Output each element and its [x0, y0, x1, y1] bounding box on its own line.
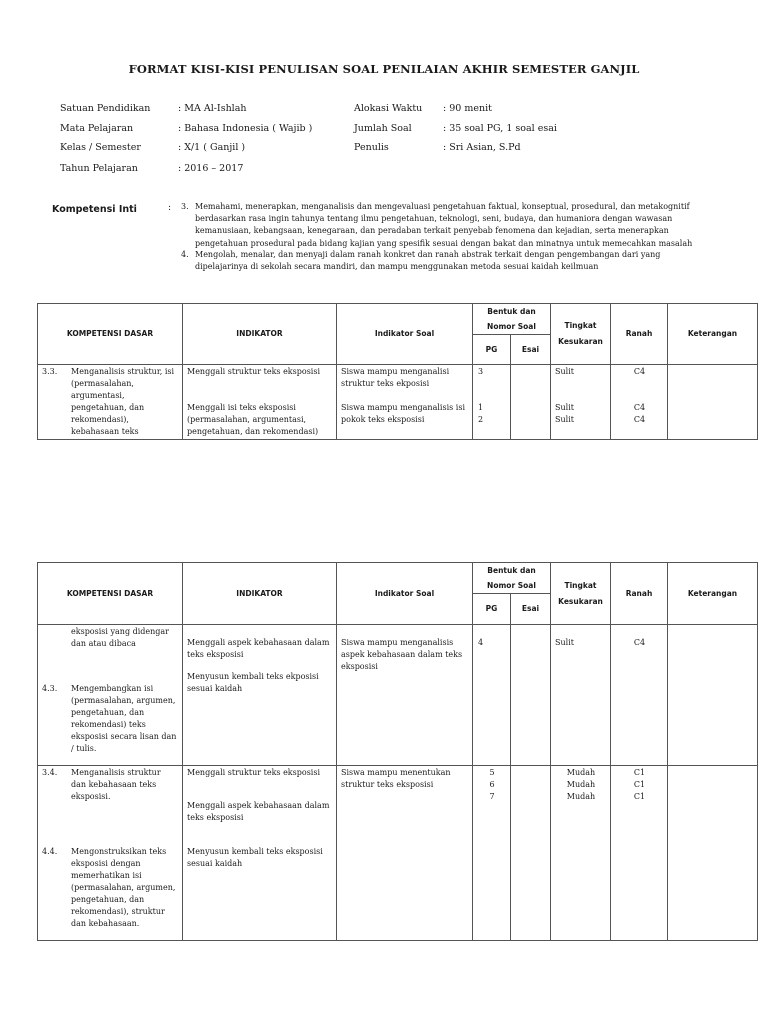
kd-line: Menganalisis struktur	[71, 768, 161, 777]
ki-line: kemanusiaan, kebangsaan, kenegaraan, dan peradaban terkait penyebab fenomena dan kejadian, serta menerapkan	[195, 226, 669, 236]
header-indikator: INDIKATOR	[183, 304, 337, 365]
kisi-table-2	[37, 562, 758, 941]
indikator-item	[187, 800, 329, 824]
info-label-satuan: Satuan Pendidikan	[60, 103, 151, 114]
pg-cell	[473, 365, 511, 440]
kd-line: Mengonstruksikan teks	[71, 847, 167, 856]
kd-line: memerhatikan isi	[71, 871, 142, 880]
header-tingkat-kesukaran	[551, 563, 611, 625]
ki-number: 3.	[181, 202, 189, 211]
header-bentuk-line: Bentuk dan	[487, 565, 536, 575]
kd-line: kebahasaan teks	[71, 427, 139, 436]
kd-line: argumentasi,	[71, 391, 125, 400]
kd-number: 3.4.	[42, 768, 58, 777]
indikator-soal-line: aspek kebahasaan dalam teks	[341, 650, 463, 659]
indikator-cell	[183, 625, 337, 766]
indikator-soal-line: pokok teks eksposisi	[341, 415, 425, 424]
tingkat-value: Sulit	[555, 403, 574, 412]
info-label-tahun: Tahun Pelajaran	[60, 163, 138, 174]
header-indikator: INDIKATOR	[183, 563, 337, 625]
pg-number: 1	[478, 403, 484, 412]
info-label-kelas: Kelas / Semester	[60, 142, 141, 153]
esai-cell	[511, 365, 551, 440]
tingkat-value: Sulit	[555, 367, 574, 376]
kompetensi-inti-label: Kompetensi Inti	[52, 204, 137, 215]
header-ranah: Ranah	[611, 304, 668, 365]
indikator-soal-cell	[337, 625, 473, 766]
info-label-mapel: Mata Pelajaran	[60, 123, 134, 134]
indikator-line: (permasalahan, argumentasi,	[187, 415, 307, 424]
kd-line: (permasalahan,	[71, 379, 134, 388]
header-kesukaran-line: Kesukaran	[558, 337, 603, 346]
header-bentuk-line: Bentuk dan	[487, 306, 536, 316]
kd-number: 4.4.	[42, 847, 58, 856]
pg-number: 5	[489, 768, 495, 777]
kd-line: Menganalisis struktur, isi	[71, 367, 175, 376]
kd-line: eksposisi yang didengar	[71, 627, 170, 636]
header-ranah: Ranah	[611, 563, 668, 625]
ranah-value: C4	[633, 638, 646, 647]
ki-line: berdasarkan rasa ingin tahunya tentang ilmu pengetahuan, teknologi, seni, budaya, dan humaniora dengan wawasan	[195, 214, 673, 224]
info-value-penulis: : Sri Asian, S.Pd	[443, 142, 521, 153]
indikator-soal-line: eksposisi	[341, 662, 378, 671]
pg-number: 2	[478, 415, 484, 424]
indikator-line: teks eksposisi	[187, 813, 244, 822]
info-value-satuan: : MA Al-Ishlah	[178, 103, 247, 114]
kd-cell	[38, 766, 183, 941]
kd-text	[71, 767, 183, 803]
ki-number: 4.	[181, 250, 189, 259]
header-esai: Esai	[511, 594, 551, 625]
tingkat-cell	[551, 365, 611, 440]
indikator-soal-cell	[337, 365, 473, 440]
indikator-cell	[183, 766, 337, 941]
keterangan-cell	[668, 625, 758, 766]
indikator-soal-item	[341, 402, 465, 426]
pg-number: 3	[478, 367, 484, 376]
indikator-cell	[183, 365, 337, 440]
indikator-soal-line: struktur teks eksposisi	[341, 780, 434, 789]
indikator-line: Menyusun kembali teks eksposisi	[187, 847, 323, 856]
ranah-cell	[611, 766, 668, 941]
indikator-line: Menggali aspek kebahasaan dalam	[187, 638, 330, 647]
tingkat-cell	[551, 766, 611, 941]
indikator-line: Menggali isi teks eksposisi	[187, 403, 296, 412]
indikator-soal-line: Siswa mampu menentukan	[341, 768, 451, 777]
indikator-soal-item	[341, 366, 449, 390]
header-bentuk-nomor	[473, 563, 551, 594]
kd-line: rekomendasi) teks	[71, 720, 146, 729]
header-keterangan: Keterangan	[668, 563, 758, 625]
header-esai: Esai	[511, 335, 551, 365]
ranah-value: C4	[633, 367, 646, 376]
indikator-item: Menggali struktur teks eksposisi	[187, 768, 321, 777]
kd-line: Mengembangkan isi	[71, 684, 154, 693]
tingkat-cell	[551, 625, 611, 766]
indikator-line: pengetahuan, dan rekomendasi)	[187, 427, 319, 436]
pg-number: 7	[489, 792, 495, 801]
pg-cell	[473, 766, 511, 941]
info-label-alokasi: Alokasi Waktu	[354, 103, 423, 114]
keterangan-cell	[668, 365, 758, 440]
kd-line: / tulis.	[71, 744, 97, 753]
kompetensi-inti-colon: :	[168, 203, 172, 213]
indikator-soal-line: Siswa mampu menganalisis	[341, 638, 454, 647]
header-bentuk-nomor	[473, 304, 551, 335]
header-kesukaran-line: Kesukaran	[558, 596, 603, 606]
kd-line: rekomendasi), struktur	[71, 907, 165, 916]
indikator-item: Menggali struktur teks eksposisi	[187, 367, 321, 376]
ranah-value: C4	[633, 415, 646, 424]
indikator-line: sesuai kaidah	[187, 859, 243, 868]
esai-cell	[511, 625, 551, 766]
indikator-line: Menggali aspek kebahasaan dalam	[187, 801, 330, 810]
info-label-penulis: Penulis	[354, 142, 389, 153]
kd-line: pengetahuan, dan	[71, 708, 145, 717]
info-label-jumlah: Jumlah Soal	[354, 123, 412, 134]
kd-line: eksposisi secara lisan dan	[71, 732, 177, 741]
ranah-value: C1	[633, 792, 646, 801]
ranah-cell	[611, 365, 668, 440]
ki-line: Memahami, menerapkan, menganalisis dan mengevaluasi pengetahuan faktual, konseptual, prosedural, dan metakognitif	[195, 202, 690, 211]
kd-line: dan atau dibaca	[71, 639, 136, 648]
indikator-soal-line: Siswa mampu menganalisi	[341, 367, 450, 376]
ki-line: Mengolah, menalar, dan menyaji dalam ranah konkret dan ranah abstrak terkait dengan pengembangan dari yang	[195, 250, 661, 259]
kd-line: (permasalahan, argumen,	[71, 883, 176, 892]
header-pg: PG	[473, 594, 511, 625]
indikator-soal-item	[341, 767, 451, 791]
ranah-value: C4	[633, 403, 646, 412]
kd-line: pengetahuan, dan	[71, 403, 145, 412]
kd-number: 3.3.	[42, 367, 58, 376]
indikator-soal-line: struktur teks ekposisi	[341, 379, 430, 388]
ranah-value: C1	[633, 780, 646, 789]
ki-text	[195, 249, 693, 273]
ki-item-3	[181, 201, 701, 251]
indikator-soal-item	[341, 637, 462, 673]
header-nomor-line: Nomor Soal	[487, 580, 536, 590]
info-value-tahun: : 2016 – 2017	[178, 163, 244, 174]
kd-number: 4.3.	[42, 684, 58, 693]
header-kompetensi-dasar: KOMPETENSI DASAR	[38, 304, 183, 365]
tingkat-value: Sulit	[555, 638, 574, 647]
header-kompetensi-dasar: KOMPETENSI DASAR	[38, 563, 183, 625]
indikator-line: sesuai kaidah	[187, 684, 243, 693]
header-tingkat-kesukaran	[551, 304, 611, 365]
header-nomor-line: Nomor Soal	[487, 321, 536, 331]
header-keterangan: Keterangan	[668, 304, 758, 365]
header-indikator-soal: Indikator Soal	[337, 304, 473, 365]
kisi-table-1	[37, 303, 758, 440]
indikator-line: Menyusun kembali teks ekposisi	[187, 672, 319, 681]
ki-line: dipelajarinya di sekolah secara mandiri, dan mampu menggunakan metoda sesuai kaidah keilmuan	[195, 262, 599, 272]
indikator-soal-cell	[337, 766, 473, 941]
esai-cell	[511, 766, 551, 941]
kd-text	[71, 846, 183, 930]
indikator-item	[187, 846, 323, 870]
keterangan-cell	[668, 766, 758, 941]
header-pg: PG	[473, 335, 511, 365]
header-indikator-soal: Indikator Soal	[337, 563, 473, 625]
pg-cell	[473, 625, 511, 766]
info-value-kelas: : X/1 ( Ganjil )	[178, 142, 246, 153]
indikator-item	[187, 402, 318, 438]
tingkat-value: Sulit	[555, 415, 574, 424]
ranah-cell	[611, 625, 668, 766]
kd-line: eksposisi.	[71, 792, 111, 801]
indikator-soal-line: Siswa mampu menganalisis isi	[341, 403, 465, 412]
pg-number: 4	[478, 638, 484, 647]
info-value-alokasi: : 90 menit	[443, 103, 492, 114]
ki-item-4	[181, 249, 701, 275]
ki-line: pengetahuan prosedural pada bidang kajian yang spesifik sesuai dengan bakat dan minatnya untuk memecahkan masalah	[195, 238, 693, 248]
kd-text	[71, 366, 183, 438]
kd-cell	[38, 365, 183, 440]
kd-line: rekomendasi),	[71, 415, 129, 424]
info-value-mapel: : Bahasa Indonesia ( Wajib )	[178, 123, 313, 134]
tingkat-value: Mudah	[566, 768, 596, 777]
header-tingkat-line: Tingkat	[564, 580, 597, 590]
kd-line: (permasalahan, argumen,	[71, 696, 176, 705]
tingkat-value: Mudah	[566, 780, 596, 789]
kd-text	[71, 683, 183, 755]
kd-line: pengetahuan, dan	[71, 895, 145, 904]
kd-continuation	[71, 626, 183, 650]
tingkat-value: Mudah	[566, 792, 596, 801]
info-value-jumlah: : 35 soal PG, 1 soal esai	[443, 123, 557, 134]
kd-line: dan kebahasaan teks	[71, 780, 157, 789]
ranah-value: C1	[633, 768, 646, 777]
indikator-item	[187, 637, 329, 661]
ki-text	[195, 201, 693, 250]
indikator-line: teks eksposisi	[187, 650, 244, 659]
indikator-item	[187, 671, 319, 695]
kd-cell	[38, 625, 183, 766]
kd-line: eksposisi dengan	[71, 859, 141, 868]
kd-line: dan kebahasaan.	[71, 919, 140, 928]
header-tingkat-line: Tingkat	[564, 321, 597, 330]
pg-number: 6	[489, 780, 495, 789]
document-title: FORMAT KISI-KISI PENULISAN SOAL PENILAIAN AKHIR SEMESTER GANJIL	[128, 62, 640, 76]
